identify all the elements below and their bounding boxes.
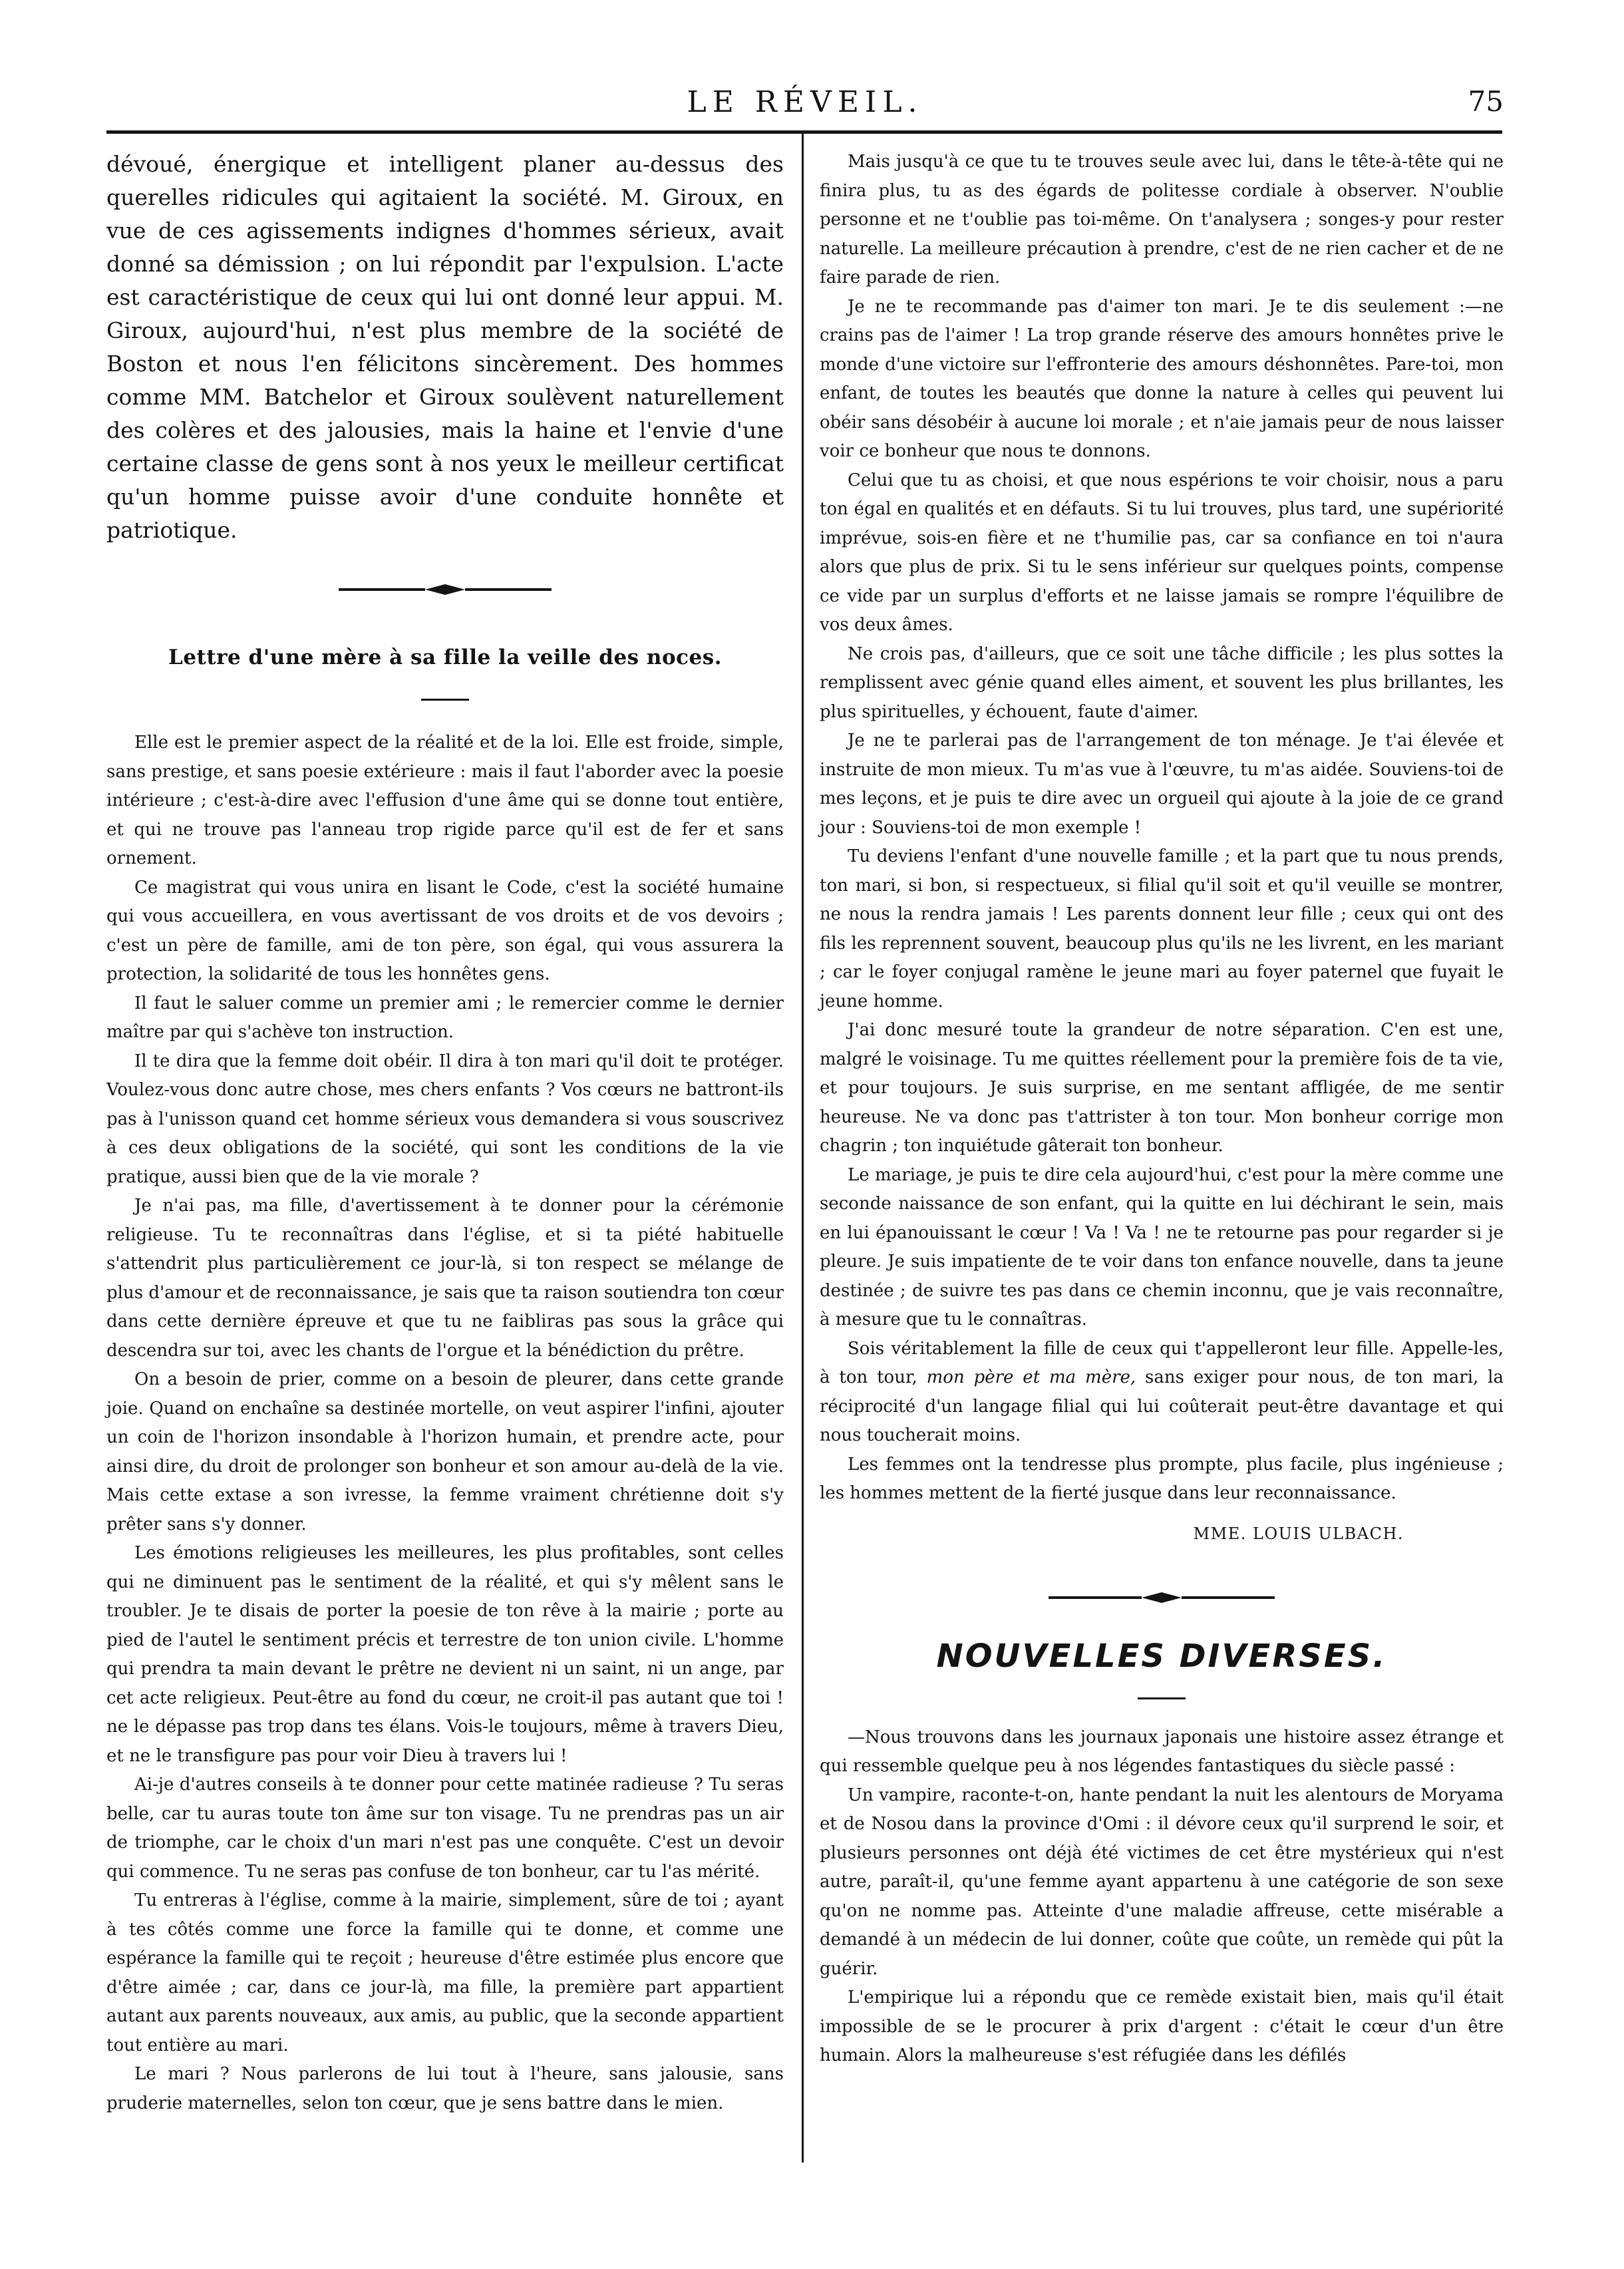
news-paragraph: Un vampire, raconte-t-on, hante pendant la nuit les alentours de Moryama et de Nosou dans la province d'Omi : il dévore ceux qu'il surprend le soir, et plusieurs personnes ont déjà été victimes de cet être mystérieux qui n'est autre, paraît-il, qu'une femme ayant appartenu à une catégorie de son sexe qu'on ne nomme pas. Atteinte d'une maladie affreuse, cette misérable a demandé à un médecin de lui donner, coûte que coûte, un remède qui pût la guérir. (820, 1785, 1504, 1979)
header-title: LE RÉVEIL. (687, 85, 923, 119)
article-paragraph: Il te dira que la femme doit obéir. Il dira à ton mari qu'il doit te protéger. Voulez-vous donc autre chose, mes chers enfants ? Vos cœurs ne battront-ils pas à l'unisson quand cet homme sérieux vous demandera si vous souscrivez à ces deux obligations de la société, qui sont les conditions de la vie pratique, aussi bien que de la vie morale ? (106, 1051, 784, 1187)
page-number: 75 (1468, 85, 1504, 118)
letter-paragraph: Tu deviens l'enfant d'une nouvelle famille ; et la part que tu nous prends, ton mari, si bon, si respectueux, si filial qu'il soit et qu'il veuille se montrer, ne nous la rendra jamais ! Les parents donnent leur fille ; ceux qui ont des fils les reprennent souvent, beaucoup plus qu'ils ne les livrent, en les mariant ; car le foyer conjugal ramène le jeune mari au foyer paternel que fuyait le jeune homme. (820, 846, 1504, 1011)
ornament-divider (1035, 1590, 1288, 1606)
article-paragraph: On a besoin de prier, comme on a besoin de pleurer, dans cette grande joie. Quand on enchaîne sa destinée mortelle, on veut aspirer l'infini, ajouter un coin de l'horizon insondable à l'horizon humain, et prendre acte, pour ainsi dire, du droit de prolonger son bonheur et son amour au-delà de la vie. Mais cette extase a son ivresse, la femme vraiment chrétienne doit s'y prêter sans s'y donner. (106, 1369, 784, 1534)
signature: MME. LOUIS ULBACH. (1193, 1524, 1404, 1543)
running-head (106, 79, 1504, 125)
letter-paragraph: Mais jusqu'à ce que tu te trouves seule avec lui, dans le tête-à-tête qui ne finira plus, tu as des égards de politesse cordiale à observer. N'oublie personne et ne t'oublie pas toi-même. On t'analysera ; songes-y pour rester naturelle. La meilleure précaution à prendre, c'est de ne rien cacher et de ne faire parade de rien. (820, 152, 1504, 287)
article-title: Lettre d'une mère à sa fille la veille des noces. (168, 645, 722, 669)
emphasis-before: Sois véritablement la fille de ceux qui t'appelleront leur fille. Appelle-les, à ton tour, (820, 1338, 1504, 1387)
article-paragraph: Ai-je d'autres conseils à te donner pour cette matinée radieuse ? Tu seras belle, car tu auras toute ton âme sur ton visage. Tu ne prendras pas un air de triomphe, car le choix d'un mari n'est pas une conquête. C'est un devoir qui commence. Tu ne seras pas confuse de ton bonheur, car tu l'as mérité. (106, 1775, 784, 1882)
left-column (106, 148, 784, 2118)
letter-paragraph (820, 1335, 1504, 1451)
article-paragraph: Elle est le premier aspect de la réalité et de la loi. Elle est froide, simple, sans prestige, et sans poesie extérieure : mais il faut l'aborder avec la poesie intérieure ; c'est-à-dire avec l'effusion d'une âme qui se donne tout entière, et qui ne trouve pas l'anneau trop rigide parce qu'il est de fer et sans ornement. (106, 733, 784, 868)
letter-paragraph: Ne crois pas, d'ailleurs, que ce soit une tâche difficile ; les plus sottes la remplissent avec génie quand elles aiment, et souvent les plus brillantes, les plus spirituelles, y échouent, faute d'aimer. (820, 643, 1504, 722)
lead-paragraph: dévoué, énergique et intelligent planer au-dessus des querelles ridicules qui agitaient la société. M. Giroux, en vue de ces agissements indignes d'hommes sérieux, avait donné sa démission ; on lui répondit par l'expulsion. L'acte est caractéristique de ceux qui lui ont donné leur appui. M. Giroux, aujourd'hui, n'est plus membre de la société de Boston et nous l'en félicitons sincèrement. Des hommes comme MM. Batchelor et Giroux soulèvent naturellement des colères et des jalousies, mais la haine et l'envie d'une certaine classe de gens sont à nos yeux le meilleur certificat qu'un homme puisse avoir d'une conduite honnête et patriotique. (106, 151, 784, 543)
header-rule (106, 130, 1502, 134)
section-heading: NOUVELLES DIVERSES. (936, 1637, 1387, 1675)
article-paragraph: Ce magistrat qui vous unira en lisant le Code, c'est la société humaine qui vous accueillera, en vous avertissant de vos droits et de vos devoirs ; c'est un père de famille, ami de ton père, son égal, qui vous assurera la protection, la solidarité de tous les honnêtes gens. (106, 877, 784, 984)
letter-paragraph: Les femmes ont la tendresse plus prompte, plus facile, plus ingénieuse ; les hommes mettent de la fierté jusque dans leur reconnaissance. (820, 1454, 1504, 1503)
article-paragraph: Le mari ? Nous parlerons de lui tout à l'heure, sans jalousie, sans pruderie maternelles, selon ton cœur, que je sens battre dans le mien. (106, 2064, 784, 2113)
emphasis-after: sans exiger pour nous, de ton mari, la réciprocité d'un langage filial qui lui coûterait peut-être davantage et qui nous toucherait moins. (820, 1367, 1504, 1445)
news-paragraph: L'empirique lui a répondu que ce remède existait bien, mais qu'il était impossible de se le procurer à prix d'argent : c'était le cœur d'un être humain. Alors la malheureuse s'est réfugiée dans les défilés (820, 1988, 1504, 2065)
letter-paragraph: Je ne te recommande pas d'aimer ton mari. Je te dis seulement :—ne crains pas de l'aimer ! La trop grande réserve des amours honnêtes prive le monde d'une victoire sur l'effronterie des amours déshonnêtes. Pare-toi, mon enfant, de toutes les beautés que donne la nature à celles qui peuvent lui obéir sans désobéir à aucune loi morale ; et n'aie jamais peur de nous laisser voir ce bonheur que nous te donnons. (820, 296, 1504, 461)
column-divider (802, 133, 804, 2163)
right-column (820, 148, 1504, 2071)
article-paragraph: Je n'ai pas, ma fille, d'avertissement à te donner pour la cérémonie religieuse. Tu te reconnaîtras dans l'église, et si ta piété habituelle s'attendrit plus particulièrement ce jour-là, si ton respect se mélange de plus d'amour et de reconnaissance, je sais que ta raison soutiendra ton cœur dans cette dernière épreuve et que tu ne faibliras pas sous la grâce qui descendra sur toi, avec les chants de l'orgue et la bénédiction du prêtre. (106, 1196, 784, 1361)
letter-paragraph: Je ne te parlerai pas de l'arrangement de ton ménage. Je t'ai élevée et instruite de mon mieux. Tu m'as vue à l'œuvre, tu m'as aidée. Souviens-toi de mes leçons, et je puis te dire avec un orgueil qui ajoute à la joie de ce grand jour : Souviens-toi de mon exemple ! (820, 731, 1504, 838)
letter-paragraph: Le mariage, je puis te dire cela aujourd'hui, c'est pour la mère comme une seconde naissance de son enfant, qui la quitte en lui déchirant le sein, mais en lui épanouissant le cœur ! Va ! Va ! ne te retourne pas pour regarder si je pleure. Je suis impatiente de te voir dans ton enfance nouvelle, dans ta jeune destinée ; de suivre tes pas dans ce chemin inconnu, que je vais reconnaître, à mesure que tu le connaîtras. (820, 1164, 1504, 1329)
ornament-divider (325, 582, 565, 598)
letter-paragraph: Celui que tu as choisi, et que nous espérions te voir choisir, nous a paru ton égal en qualités et en défauts. Si tu lui trouves, plus tard, une supériorité imprévue, sois-en fière et ne t'humilie pas, car sa confiance en toi n'aura alors que plus de prix. Si tu le sens inférieur sur quelques points, compense ce vide par un surplus d'efforts et ne laisse jamais se rompre l'équilibre de vos deux âmes. (820, 470, 1504, 635)
article-paragraph: Tu entreras à l'église, comme à la mairie, simplement, sûre de toi ; ayant à tes côtés comme une force la famille qui te donne, et comme une espérance la famille qui te reçoit ; heureuse d'être estimée plus encore que d'être aimée ; car, dans ce jour-là, ma fille, la première part appartient autant aux parents nouveaux, aux amis, au public, que la seconde appartient tout entière au mari. (106, 1890, 784, 2055)
letter-paragraph: J'ai donc mesuré toute la grandeur de notre séparation. C'en est une, malgré le voisinage. Tu me quittes réellement pour la première fois de ta vie, et pour toujours. Je suis surprise, en me sentant affligée, de me sentir heureuse. Ne va donc pas t'attrister à ton tour. Mon bonheur corrige mon chagrin ; ton inquiétude gâterait ton bonheur. (820, 1020, 1504, 1156)
news-paragraph: —Nous trouvons dans les journaux japonais une histoire assez étrange et qui ressemble quelque peu à nos légendes fantastiques du siècle passé : (820, 1727, 1504, 1776)
article-paragraph: Les émotions religieuses les meilleures, les plus profitables, sont celles qui ne diminuent pas le sentiment de la réalité, et qui s'y mêlent sans le troubler. Je te disais de porter la poesie de ton rêve à la mairie ; porte au pied de l'autel le sentiment précis et terrestre de ton union civile. L'homme qui prendra ta main devant le prêtre ne devient ni un saint, ni un ange, par cet acte religieux. Peut-être au fond du cœur, ne croit-il pas autant que toi ! ne le dépasse pas trop dans tes élans. Vois-le toujours, même à travers Dieu, et ne le transfigure pas pour voir Dieu à travers lui ! (106, 1543, 784, 1766)
emphasis-italic: mon père et ma mère, (926, 1367, 1136, 1387)
article-paragraph: Il faut le saluer comme un premier ami ; le remercier comme le dernier maître par qui s'achève ton instruction. (106, 993, 784, 1042)
